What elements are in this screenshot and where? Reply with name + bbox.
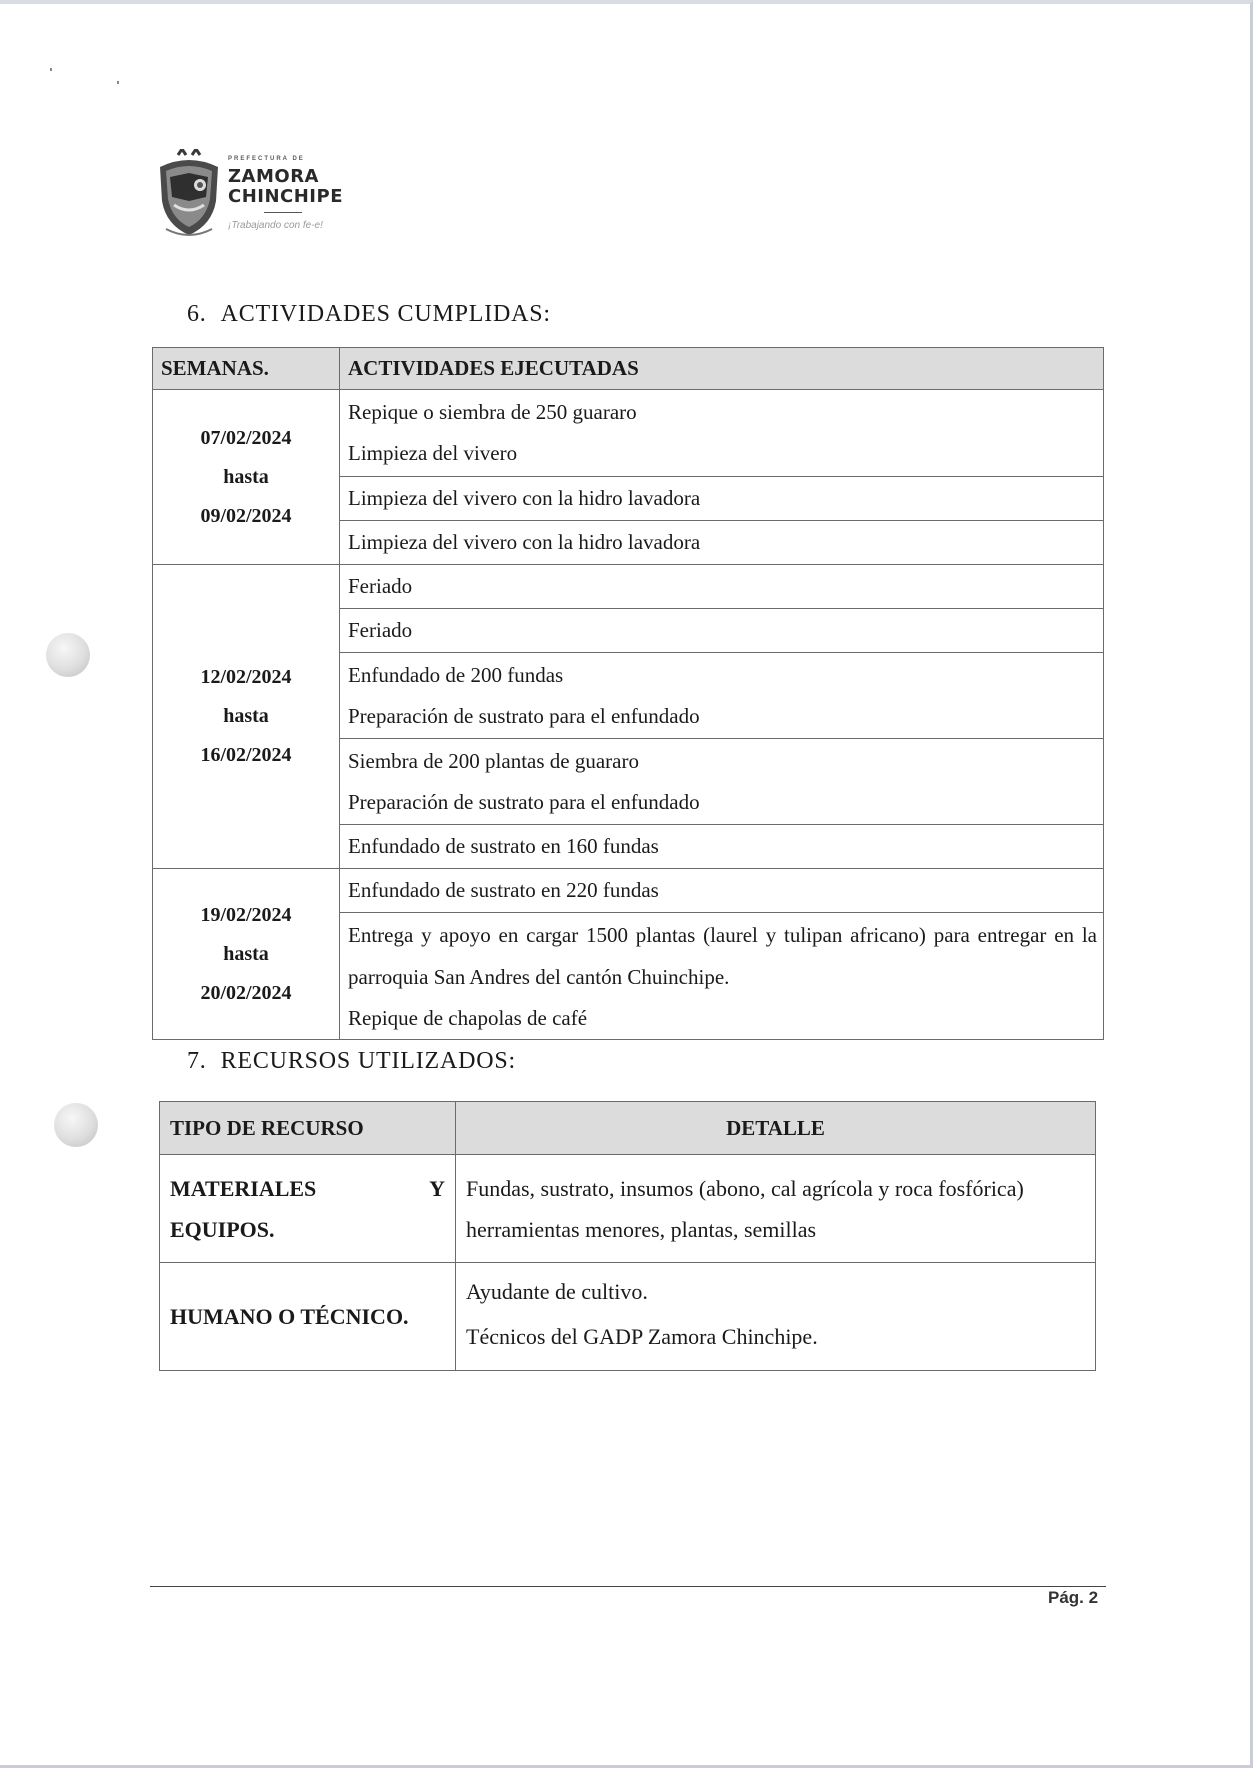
activity-text: Preparación de sustrato para el enfundado — [348, 703, 700, 728]
week-cell — [153, 869, 340, 1040]
header-resource-type: TIPO DE RECURSO — [160, 1102, 456, 1155]
activity-text: Limpieza del vivero — [348, 441, 518, 465]
week-start: 19/02/2024 — [200, 903, 292, 926]
week-end: 09/02/2024 — [200, 504, 292, 527]
week-connector: hasta — [223, 465, 269, 488]
logo-small-text: PREFECTURA DE — [228, 156, 305, 162]
table-row — [160, 1155, 1096, 1263]
resource-type-text: MATERIALES — [170, 1175, 317, 1201]
week-connector: hasta — [223, 942, 269, 965]
activity-text: Siembra de 200 plantas de guararo — [348, 748, 639, 773]
header-weeks: SEMANAS. — [153, 348, 340, 390]
activity-cell — [340, 390, 1104, 477]
logo-divider — [264, 212, 302, 213]
activity-cell: Enfundado de sustrato en 220 fundas — [340, 869, 1104, 913]
week-end: 20/02/2024 — [200, 981, 292, 1004]
coat-of-arms-icon — [156, 149, 222, 241]
activity-cell — [340, 653, 1104, 739]
resources-table — [159, 1101, 1096, 1371]
table-header-row — [153, 348, 1104, 390]
week-connector: hasta — [223, 705, 269, 727]
resource-detail-text: Fundas, sustrato, insumos (abono, cal agrícola y roca fosfórica) — [466, 1175, 1024, 1201]
resource-detail-text: Técnicos del GADP Zamora Chinchipe. — [466, 1323, 818, 1349]
punch-hole — [46, 633, 90, 677]
resource-detail-text: Ayudante de cultivo. — [466, 1278, 648, 1304]
table-row — [153, 869, 1104, 913]
logo-slogan: ¡Trabajando con fe-e! — [228, 220, 323, 231]
page-number: Pág. 2 — [1048, 1588, 1099, 1607]
activity-text: Entrega y apoyo en cargar 1500 plantas (laurel y tulipan africano) para entregar en la parroquia San Andres del cantón Chuinchipe. — [348, 922, 1097, 989]
table-row — [153, 390, 1104, 477]
activity-text: Repique o siembra de 250 guararo — [348, 400, 637, 424]
table-row — [153, 565, 1104, 609]
scan-speck — [50, 68, 52, 71]
activity-cell: Enfundado de sustrato en 160 fundas — [340, 825, 1104, 869]
section-7-number: 7. — [187, 1048, 207, 1074]
activities-table — [152, 347, 1104, 1040]
logo-title-line2: CHINCHIPE — [228, 186, 343, 207]
resource-detail-text: herramientas menores, plantas, semillas — [466, 1216, 817, 1242]
week-end: 16/02/2024 — [200, 744, 292, 766]
activity-text: Repique de chapolas de café — [348, 1005, 588, 1030]
section-6-number: 6. — [187, 301, 207, 327]
resource-type-cell — [160, 1155, 456, 1263]
week-cell — [153, 390, 340, 565]
week-cell — [153, 565, 340, 869]
table-row — [160, 1263, 1096, 1371]
activity-cell — [340, 739, 1104, 825]
activity-cell: Limpieza del vivero con la hidro lavadora — [340, 477, 1104, 521]
activity-text: Preparación de sustrato para el enfundado — [348, 789, 700, 814]
resource-detail-cell — [456, 1155, 1096, 1263]
resource-detail-cell — [456, 1263, 1096, 1371]
section-6-heading — [187, 301, 551, 328]
section-7-title: RECURSOS UTILIZADOS: — [220, 1048, 516, 1074]
activity-cell: Limpieza del vivero con la hidro lavadora — [340, 521, 1104, 565]
resource-type-cell: HUMANO O TÉCNICO. — [160, 1263, 456, 1371]
logo-title-line1: ZAMORA — [228, 166, 319, 187]
punch-hole — [54, 1103, 98, 1147]
week-start: 12/02/2024 — [200, 666, 292, 688]
resource-type-text: EQUIPOS. — [170, 1216, 275, 1242]
footer-divider — [150, 1586, 1106, 1587]
week-start: 07/02/2024 — [200, 426, 292, 449]
activity-cell: Feriado — [340, 609, 1104, 653]
activity-cell — [340, 913, 1104, 1040]
table-header-row — [160, 1102, 1096, 1155]
header-activities: ACTIVIDADES EJECUTADAS — [340, 348, 1104, 390]
prefectura-logo — [156, 149, 356, 241]
activity-text: Enfundado de 200 fundas — [348, 662, 564, 687]
scan-speck — [117, 81, 119, 84]
resource-type-text: Y — [429, 1175, 445, 1201]
header-detail: DETALLE — [456, 1102, 1096, 1155]
section-6-title: ACTIVIDADES CUMPLIDAS: — [220, 301, 551, 327]
section-7-heading — [187, 1048, 516, 1075]
activity-cell: Feriado — [340, 565, 1104, 609]
